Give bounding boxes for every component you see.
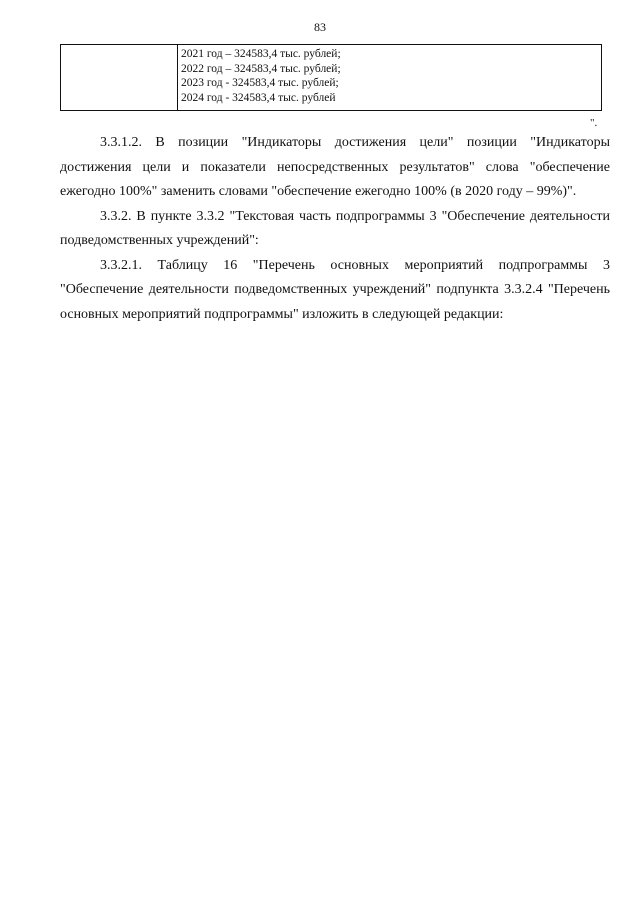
paragraph-3-3-2-1: 3.3.2.1. Таблицу 16 "Перечень основных мероприятий подпрограммы 3 "Обеспечение деятельности подведомственных учреждений" подпункта 3.3.2.4 "Перечень основных мероприятий подпрограммы" изложить в следующей редакции: <box>60 257 610 322</box>
budget-table <box>60 44 602 111</box>
budget-line-2023: 2023 год - 324583,4 тыс. рублей; <box>181 77 339 89</box>
paragraph-3-3-1-2: 3.3.1.2. В позиции "Индикаторы достижения цели" позиции "Индикаторы достижения цели и показатели непосредственных результатов" слова "обеспечение ежегодно 100%" заменить словами "обеспечение ежегодно 100% (в 2020 году – 99%)". <box>60 135 610 199</box>
table-row <box>61 45 602 111</box>
table-cell-label <box>61 45 178 111</box>
page-number: 83 <box>314 20 326 34</box>
budget-line-2024: 2024 год - 324583,4 тыс. рублей <box>181 91 336 104</box>
budget-line-2022: 2022 год – 324583,4 тыс. рублей; <box>181 62 341 75</box>
closing-quote: ". <box>590 117 598 129</box>
paragraph-3-3-2: 3.3.2. В пункте 3.3.2 "Текстовая часть подпрограммы 3 "Обеспечение деятельности подведомственных учреждений": <box>60 208 610 248</box>
table-cell-budget <box>178 45 602 111</box>
budget-line-2021: 2021 год – 324583,4 тыс. рублей; <box>181 48 341 60</box>
body-text <box>60 131 610 327</box>
